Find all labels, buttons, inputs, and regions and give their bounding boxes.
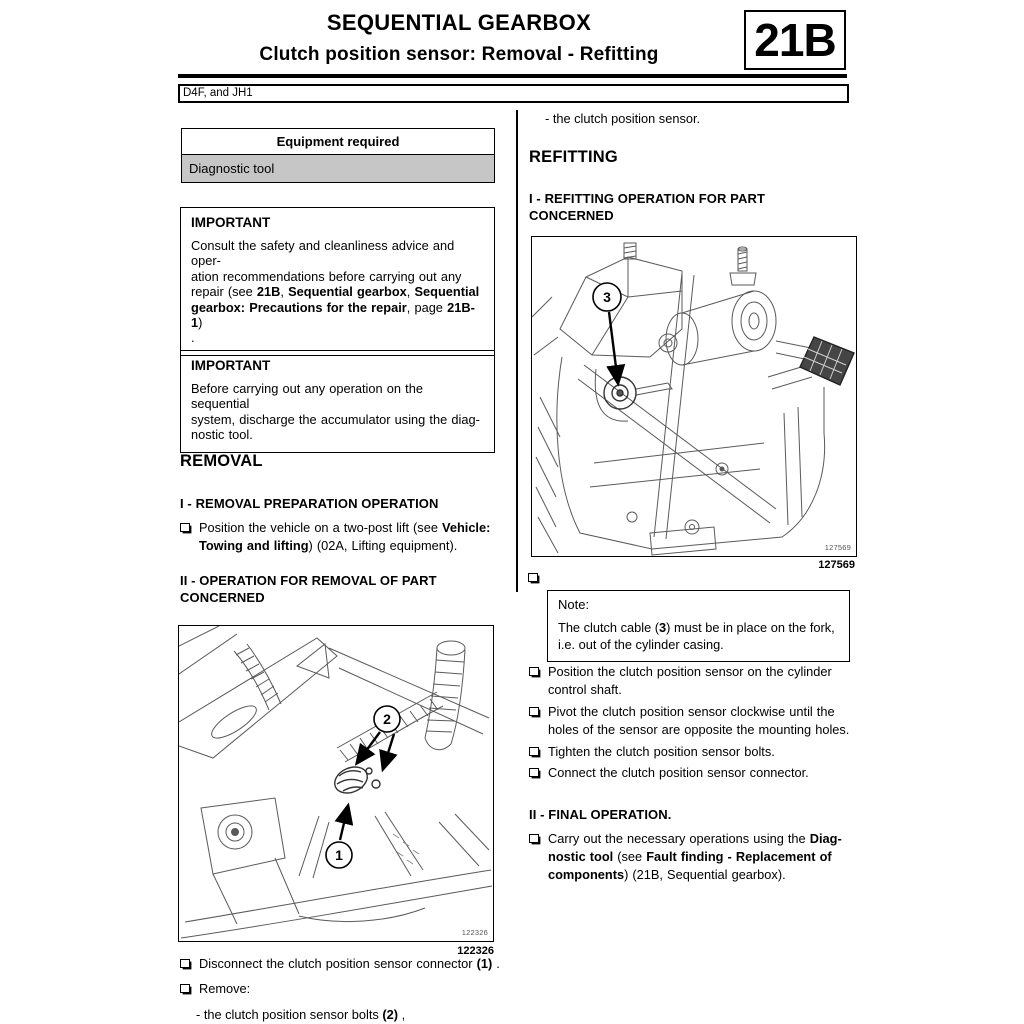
figure-number: 127569: [818, 559, 855, 571]
clutch-cable-end-drawing: [604, 377, 636, 409]
bullet-disconnect: [180, 955, 534, 973]
checkbox-bullet-icon: [180, 523, 190, 532]
note-title: Note:: [558, 597, 590, 612]
figure-refitting: [531, 236, 857, 557]
refitting-sub1-heading: I - REFITTING OPERATION FOR PART CONCERNED: [529, 191, 765, 223]
bullet-final: [529, 830, 888, 884]
note-text: The clutch cable (3) must be in place on the fork, i.e. out of the cylinder casing.: [558, 620, 835, 652]
removal-heading: REMOVAL: [180, 452, 263, 470]
callout-1: [326, 842, 352, 868]
checkbox-bullet-icon: [529, 667, 539, 676]
bullet-tighten: [529, 743, 888, 761]
bullet-connect: [529, 764, 888, 782]
clutch-position-sensor-drawing: [331, 762, 380, 798]
important-title: IMPORTANT: [191, 358, 271, 373]
figure-number: 122326: [457, 945, 494, 957]
bullet-text: Pivot the clutch position sensor clockwise until the holes of the sensor are opposite the mounting holes.: [548, 704, 850, 737]
figure-inner-number: 122326: [461, 928, 488, 937]
checkbox-bullet-icon: [529, 834, 539, 843]
bullet-text: Position the vehicle on a two-post lift (see Vehicle: Towing and lifting) (02A, Lifting equipment).: [199, 520, 491, 553]
removal-sub2-heading: II - OPERATION FOR REMOVAL OF PART CONCERNED: [180, 573, 437, 605]
bullet-remove: [180, 980, 534, 998]
figure-removal: [178, 625, 494, 942]
bullet-lift: [180, 519, 529, 555]
equipment-table-row: Diagnostic tool: [182, 155, 494, 182]
svg-text:1: 1: [335, 847, 343, 863]
important-text: Consult the safety and cleanliness advice and oper- ation recommendations before carrying out any repair (see 21B, Sequential gearbox, Sequential gearbox: Precautions for the repair, page 21B-1) .: [191, 238, 480, 346]
gearbox-line-drawing: [532, 237, 856, 556]
engine-bay-line-drawing: [179, 626, 493, 941]
important-box-1: [180, 207, 495, 356]
equipment-table-header: Equipment required: [182, 129, 494, 155]
page-title: SEQUENTIAL GEARBOX: [326, 10, 592, 35]
bullet-text: Position the clutch position sensor on the cylinder control shaft.: [548, 664, 832, 697]
bullet-text: Carry out the necessary operations using the Diag- nostic tool (see Fault finding - Replacement of components) (21B, Sequential gearbox).: [548, 831, 842, 882]
checkbox-bullet-icon: [529, 768, 539, 777]
important-box-2: [180, 350, 495, 453]
equipment-table: [181, 128, 495, 183]
refitting-heading: REFITTING: [529, 148, 618, 166]
important-text: Before carrying out any operation on the sequential system, discharge the accumulator using the diag- nostic tool.: [191, 381, 480, 443]
checkbox-bullet-icon: [529, 707, 539, 716]
subitem-clutch-sensor: - the clutch position sensor.: [545, 111, 701, 126]
callout-arrows: [340, 732, 394, 840]
final-operation-heading: II - FINAL OPERATION.: [529, 807, 672, 822]
callout-2: [374, 706, 400, 732]
callout-arrow: [609, 312, 618, 383]
note-box: [547, 590, 850, 662]
svg-text:3: 3: [603, 289, 611, 305]
subitem-sensor-bolts: - the clutch position sensor bolts (2) ,: [196, 1007, 406, 1022]
page-subtitle: Clutch position sensor: Removal - Refitting: [259, 44, 659, 65]
callout-3: [593, 283, 621, 311]
bullet-pivot: [529, 703, 888, 739]
bullet-position: [529, 663, 888, 699]
bullet-text: Tighten the clutch position sensor bolts.: [548, 744, 775, 759]
chapter-code-box: 21B: [744, 10, 846, 70]
removal-sub1-heading: I - REMOVAL PREPARATION OPERATION: [180, 496, 439, 511]
applicability-bar: D4F, and JH1: [178, 84, 849, 103]
bullet-text: Connect the clutch position sensor connector.: [548, 765, 809, 780]
checkbox-bullet-icon: [180, 959, 190, 968]
checkbox-bullet-icon: [529, 747, 539, 756]
bullet-text: Remove:: [199, 981, 251, 996]
bullet-text: Disconnect the clutch position sensor connector (1) .: [199, 956, 500, 971]
checkbox-bullet-icon: [180, 984, 190, 993]
svg-text:2: 2: [383, 711, 391, 727]
important-title: IMPORTANT: [191, 215, 271, 230]
checkbox-bullet-icon: [528, 573, 538, 582]
header-rule: [178, 74, 847, 78]
figure-inner-number: 127569: [824, 543, 851, 552]
